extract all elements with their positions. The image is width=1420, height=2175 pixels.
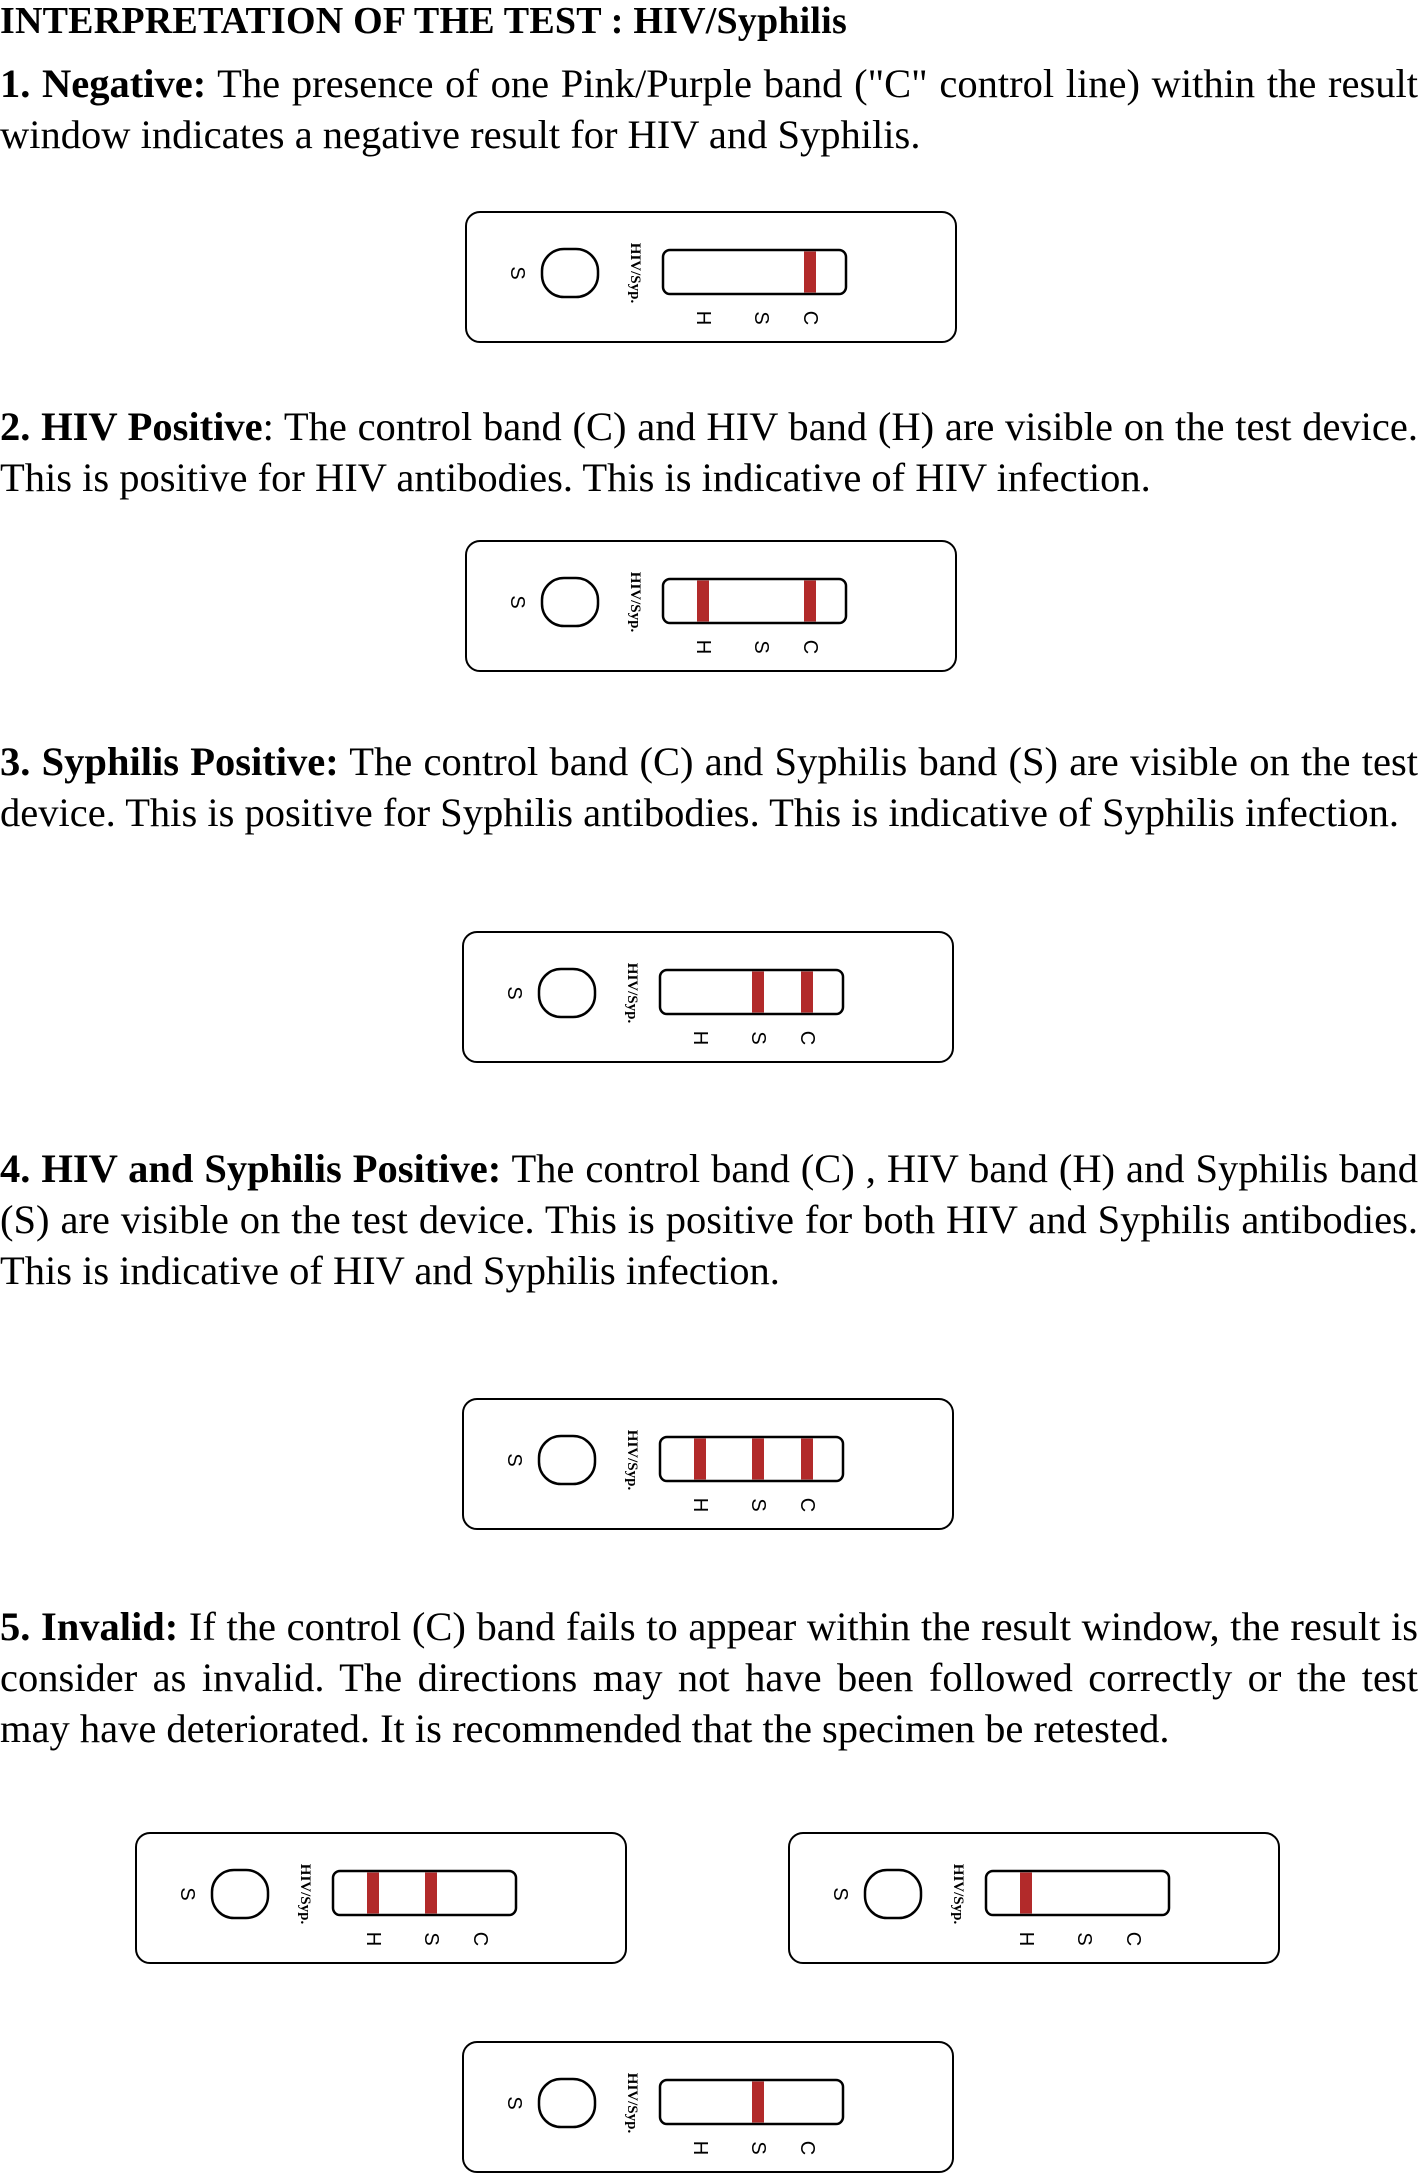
result-band-h (1020, 1873, 1032, 1914)
well-label: S (829, 1887, 851, 1901)
section-heading: 1. Negative: (0, 61, 207, 106)
section-body: : The control band (C) and HIV band (H) are visible on the test device. This is positive for HIV antibodies. This is indicative of HIV infection. (0, 404, 1419, 500)
marker-c: C (796, 1030, 818, 1046)
section-syphilis-positive (0, 736, 1418, 838)
device-name: HIV/Syp. (624, 1429, 640, 1491)
result-band-h (694, 1439, 706, 1480)
marker-c: C (799, 310, 821, 326)
result-window (333, 1871, 516, 1915)
marker-c: C (469, 1931, 491, 1947)
device-name: HIV/Syp. (627, 571, 643, 633)
result-band-c (804, 581, 816, 622)
sample-well (212, 1870, 268, 1918)
well-label: S (506, 595, 528, 609)
result-band-h (697, 581, 709, 622)
section-body: The control band (C) and Syphilis band (S) are visible on the test device. This is positive for Syphilis antibodies. This is indicative of Syphilis infection. (0, 739, 1419, 835)
device-name: HIV/Syp. (624, 2072, 640, 2134)
section-hiv-positive (0, 401, 1418, 503)
marker-s: S (747, 1498, 769, 1512)
result-window (663, 579, 846, 623)
test-device-negative (465, 211, 957, 343)
marker-h: H (692, 310, 714, 326)
marker-s: S (747, 2141, 769, 2155)
marker-h: H (689, 1030, 711, 1046)
result-band-h (367, 1873, 379, 1914)
section-heading: 2. HIV Positive (0, 404, 263, 449)
result-band-c (804, 252, 816, 293)
marker-c: C (796, 2140, 818, 2156)
section-invalid (0, 1601, 1418, 1754)
section-body: The control band (C) , HIV band (H) and Syphilis band (S) are visible on the test device. This is positive for both HIV and Syphilis antibodies. This is indicative of HIV and Syphilis infection. (0, 1146, 1418, 1293)
marker-s: S (1073, 1932, 1095, 1946)
device-name: HIV/Syp. (627, 242, 643, 304)
result-window (663, 250, 846, 294)
sample-well (542, 249, 598, 297)
marker-s: S (747, 1031, 769, 1045)
device-name: HIV/Syp. (624, 962, 640, 1024)
marker-h: H (692, 639, 714, 655)
result-band-s (752, 1439, 764, 1480)
section-negative (0, 58, 1418, 160)
result-band-c (801, 972, 813, 1013)
result-window (660, 970, 843, 1014)
test-device-invalid-3 (462, 2041, 954, 2173)
well-label: S (503, 1453, 525, 1467)
result-window (986, 1871, 1169, 1915)
marker-c: C (1122, 1931, 1144, 1947)
well-label: S (503, 2096, 525, 2110)
marker-h: H (689, 2140, 711, 2156)
well-label: S (506, 266, 528, 280)
marker-s: S (750, 311, 772, 325)
result-window (660, 1437, 843, 1481)
marker-s: S (420, 1932, 442, 1946)
marker-c: C (799, 639, 821, 655)
sample-well (539, 1436, 595, 1484)
device-name: HIV/Syp. (950, 1863, 966, 1925)
marker-s: S (750, 640, 772, 654)
well-label: S (176, 1887, 198, 1901)
test-device-hiv-syphilis-positive (462, 1398, 954, 1530)
device-name: HIV/Syp. (297, 1863, 313, 1925)
marker-h: H (1015, 1931, 1037, 1947)
sample-well (542, 578, 598, 626)
result-band-c (801, 1439, 813, 1480)
result-band-s (425, 1873, 437, 1914)
sample-well (539, 2079, 595, 2127)
result-window (660, 2080, 843, 2124)
sample-well (865, 1870, 921, 1918)
test-device-invalid-1 (135, 1832, 627, 1964)
section-hiv-syphilis-positive (0, 1143, 1418, 1296)
section-heading: 3. Syphilis Positive: (0, 739, 339, 784)
section-heading: 4. HIV and Syphilis Positive: (0, 1146, 502, 1191)
test-device-invalid-2 (788, 1832, 1280, 1964)
test-device-hiv-positive (465, 540, 957, 672)
result-band-s (752, 2082, 764, 2123)
result-band-s (752, 972, 764, 1013)
well-label: S (503, 986, 525, 1000)
test-device-syphilis-positive (462, 931, 954, 1063)
marker-h: H (689, 1497, 711, 1513)
page-title: INTERPRETATION OF THE TEST : HIV/Syphilis (0, 0, 847, 42)
marker-h: H (362, 1931, 384, 1947)
marker-c: C (796, 1497, 818, 1513)
section-body: If the control (C) band fails to appear within the result window, the result is consider as invalid. The directions may not have been followed correctly or the test may have deteriorated. It is recommended that the specimen be retested. (0, 1604, 1418, 1751)
section-heading: 5. Invalid: (0, 1604, 179, 1649)
section-body: The presence of one Pink/Purple band ("C" control line) within the result window indicates a negative result for HIV and Syphilis. (0, 61, 1418, 157)
sample-well (539, 969, 595, 1017)
